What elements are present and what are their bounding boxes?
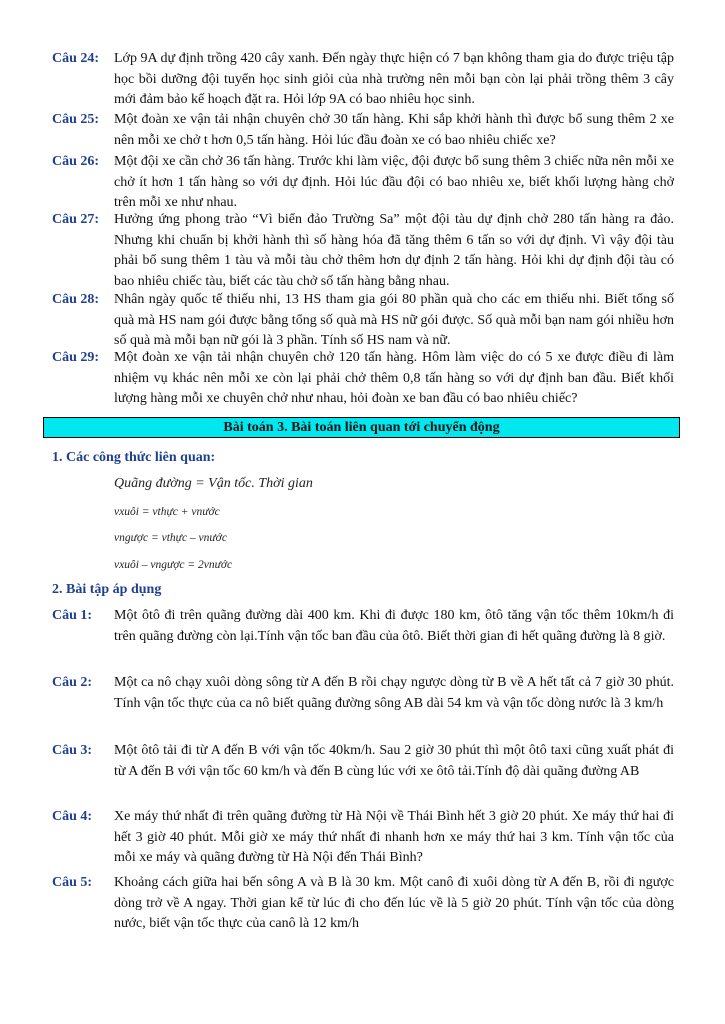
question-1 xyxy=(52,606,674,647)
question-number: Câu 27: xyxy=(52,212,100,227)
question-text: Xe máy thứ nhất đi trên quãng đường từ Hà Nội về Thái Bình hết 3 giờ 20 phút. Xe máy thứ hai đi hết 3 giờ 40 phút. Mỗi giờ xe máy thứ nhất đi nhanh hơn xe máy thứ hai 3 km. Tính vận tốc của mỗi xe máy và quãng đường từ Hà Nội đến Thái Bình? xyxy=(114,809,674,865)
question-2 xyxy=(52,673,674,714)
question-number: Câu 29: xyxy=(52,350,100,365)
question-text: Một ca nô chạy xuôi dòng sông từ A đến B rồi chạy ngược dòng từ B về A hết tất cả 7 giờ 30 phút. Tính vận tốc thực của ca nô biết quãng đường sông AB dài 54 km và vận tốc dòng nước là 3 km/h xyxy=(114,675,674,711)
question-text: Hưởng ứng phong trào “Vì biển đảo Trường Sa” một đội tàu dự định chở 280 tấn hàng ra đảo. Nhưng khi chuẩn bị khởi hành thì số hàng hóa đã tăng thêm 6 tấn so với dự định. Vì vậy đội tàu phải bổ sung thêm 1 tàu và mỗi tàu chở thêm hơn dự định 2 tấn hàng. Hỏi khi dự định đội tàu có bao nhiêu chiếc tàu, biết các tàu chở số tấn hàng bằng nhau. xyxy=(114,212,674,289)
formula-upstream: vngược = vthực – vnước xyxy=(114,532,227,544)
question-number: Câu 24: xyxy=(52,51,100,66)
section-heading-exercises: 2. Bài tập áp dụng xyxy=(52,582,162,597)
question-number: Câu 4: xyxy=(52,809,93,824)
question-number: Câu 3: xyxy=(52,743,93,758)
question-number: Câu 28: xyxy=(52,292,100,307)
question-text: Nhân ngày quốc tế thiếu nhi, 13 HS tham gia gói 80 phần quà cho các em thiếu nhi. Biết tổng số quà mà HS nam gói được bằng tổng số quà mà HS nữ gói được. Số quà mỗi bạn nam gói nhiều hơn số quà mà mỗi bạn nữ gói là 3 phần. Tính số HS nam và nữ. xyxy=(114,292,674,348)
question-text: Một ôtô đi trên quãng đường dài 400 km. Khi đi được 180 km, ôtô tăng vận tốc thêm 10km/h đi trên quãng đường còn lại.Tính vận tốc ban đầu của ôtô. Biết thời gian đi hết quãng đường là 8 giờ. xyxy=(114,608,674,644)
question-text: Một đoàn xe vận tải nhận chuyên chở 120 tấn hàng. Hôm làm việc do có 5 xe được điều đi làm nhiệm vụ khác nên mỗi xe còn lại phải chở thêm 0,8 tấn hàng so với dự định ban đầu. Biết khối lượng hàng mỗi xe chuyên chở như nhau, hỏi đoàn xe ban đầu có bao nhiêu chiếc? xyxy=(114,350,674,406)
question-number: Câu 5: xyxy=(52,875,93,890)
question-text: Một đội xe cần chở 36 tấn hàng. Trước khi làm việc, đội được bổ sung thêm 3 chiếc nữa nên mỗi xe chở ít hơn 1 tấn hàng so với dự định. Hỏi lúc đầu đội có bao nhiêu xe, biết khối lượng hàng chở trên mỗi xe như nhau. xyxy=(114,154,674,210)
question-number: Câu 2: xyxy=(52,675,93,690)
question-5 xyxy=(52,873,674,935)
question-29 xyxy=(52,348,674,410)
question-text: Một ôtô tải đi từ A đến B với vận tốc 40km/h. Sau 2 giờ 30 phút thì một ôtô taxi cũng xuất phát đi từ A đến B với vận tốc 60 km/h và đến B cùng lúc với xe ôtô tải.Tính độ dài quãng đường AB xyxy=(114,743,674,779)
question-3 xyxy=(52,741,674,782)
question-text: Lớp 9A dự định trồng 420 cây xanh. Đến ngày thực hiện có 7 bạn không tham gia do được triệu tập học bồi dưỡng đội tuyển học sinh giỏi của nhà trường nên mỗi bạn còn lại phải trồng thêm 3 cây mới đảm bảo kế hoạch đặt ra. Hỏi lớp 9A có bao nhiêu học sinh. xyxy=(114,51,674,107)
question-4 xyxy=(52,807,674,869)
question-text: Một đoàn xe vận tải nhận chuyên chở 30 tấn hàng. Khi sắp khởi hành thì được bổ sung thêm 2 xe nên mỗi xe chở t hơn 0,5 tấn hàng. Hỏi lúc đầu đoàn xe có bao nhiêu chiếc xe? xyxy=(114,112,674,148)
question-27 xyxy=(52,210,674,292)
question-26 xyxy=(52,152,674,214)
formula-distance: Quãng đường = Vận tốc. Thời gian xyxy=(114,476,313,491)
question-number: Câu 26: xyxy=(52,154,100,169)
question-28 xyxy=(52,290,674,352)
section-banner: Bài toán 3. Bài toán liên quan tới chuyển động xyxy=(43,417,680,438)
question-24 xyxy=(52,49,674,111)
formula-downstream: vxuôi = vthực + vnước xyxy=(114,506,220,518)
question-number: Câu 25: xyxy=(52,112,100,127)
formula-difference: vxuôi – vngược = 2vnước xyxy=(114,559,233,571)
question-number: Câu 1: xyxy=(52,608,93,623)
section-heading-formulas: 1. Các công thức liên quan: xyxy=(52,450,216,465)
question-text: Khoảng cách giữa hai bến sông A và B là 30 km. Một canô đi xuôi dòng từ A đến B, rồi đi ngược dòng trở về A ngay. Thời gian kể từ lúc đi cho đến lúc về là 5 giờ 20 phút. Tính vận tốc của dòng nước, biết vận tốc thực của canô là 12 km/h xyxy=(114,875,674,931)
question-25 xyxy=(52,110,674,151)
